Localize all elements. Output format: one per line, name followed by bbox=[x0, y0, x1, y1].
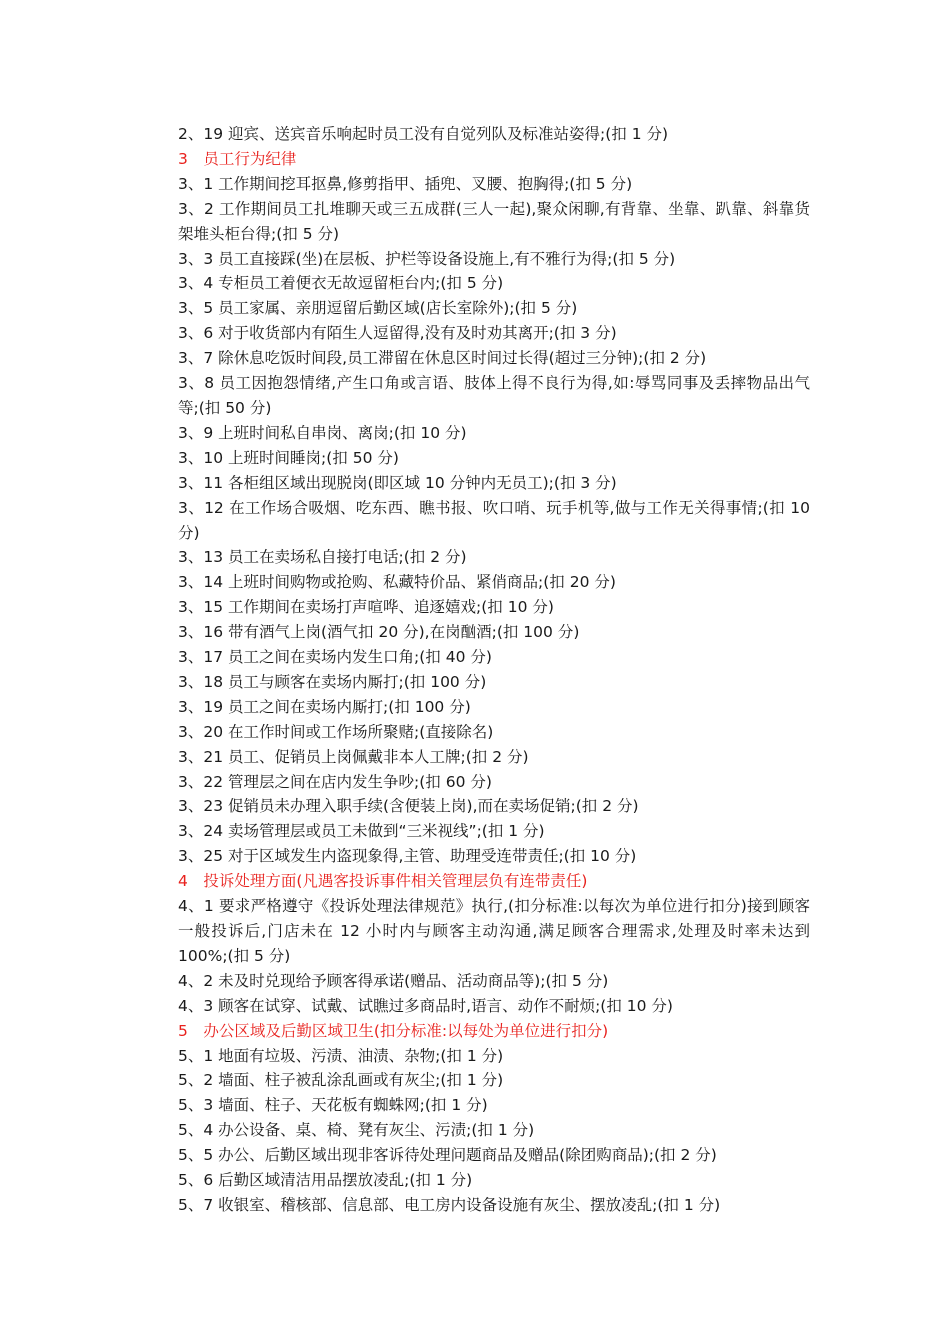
rule-item: 3、2 工作期间员工扎堆聊天或三五成群(三人一起),聚众闲聊,有背靠、坐靠、趴靠、斜靠货架堆头柜台得;(扣 5 分) bbox=[178, 199, 810, 243]
rule-item: 5、6 后勤区域清洁用品摆放凌乱;(扣 1 分) bbox=[178, 1171, 473, 1190]
rule-item: 3、13 员工在卖场私自接打电话;(扣 2 分) bbox=[178, 548, 467, 567]
rule-item: 5、3 墙面、柱子、天花板有蜘蛛网;(扣 1 分) bbox=[178, 1096, 488, 1115]
rule-item: 3、14 上班时间购物或抢购、私藏特价品、紧俏商品;(扣 20 分) bbox=[178, 573, 616, 592]
rule-item: 3、11 各柜组区域出现脱岗(即区域 10 分钟内无员工);(扣 3 分) bbox=[178, 473, 617, 492]
rule-item: 5、5 办公、后勤区域出现非客诉待处理问题商品及赠品(除团购商品);(扣 2 分) bbox=[178, 1146, 717, 1165]
rule-item: 3、21 员工、促销员上岗佩戴非本人工牌;(扣 2 分) bbox=[178, 747, 529, 766]
rule-item: 5、4 办公设备、桌、椅、凳有灰尘、污渍;(扣 1 分) bbox=[178, 1121, 535, 1140]
rule-item: 3、3 员工直接踩(坐)在层板、护栏等设备设施上,有不雅行为得;(扣 5 分) bbox=[178, 249, 676, 268]
section-heading: 4 投诉处理方面(凡遇客投诉事件相关管理层负有连带责任) bbox=[178, 872, 588, 891]
rule-item: 3、6 对于收货部内有陌生人逗留得,没有及时劝其离开;(扣 3 分) bbox=[178, 324, 617, 343]
rule-item: 3、25 对于区域发生内盗现象得,主管、助理受连带责任;(扣 10 分) bbox=[178, 847, 637, 866]
rule-item: 3、10 上班时间睡岗;(扣 50 分) bbox=[178, 448, 399, 467]
rule-item: 2、19 迎宾、送宾音乐响起时员工没有自觉列队及标准站姿得;(扣 1 分) bbox=[178, 125, 669, 143]
rule-item: 3、16 带有酒气上岗(酒气扣 20 分),在岗酗酒;(扣 100 分) bbox=[178, 623, 580, 642]
rule-item: 5、2 墙面、柱子被乱涂乱画或有灰尘;(扣 1 分) bbox=[178, 1071, 504, 1090]
rule-item: 3、22 管理层之间在店内发生争吵;(扣 60 分) bbox=[178, 772, 492, 791]
rule-item: 3、12 在工作场合吸烟、吃东西、瞧书报、吹口哨、玩手机等,做与工作无关得事情;(扣 10 分) bbox=[178, 498, 810, 542]
rule-item: 3、5 员工家属、亲朋逗留后勤区域(店长室除外);(扣 5 分) bbox=[178, 299, 578, 318]
rule-item: 3、23 促销员未办理入职手续(含便装上岗),而在卖场促销;(扣 2 分) bbox=[178, 797, 639, 816]
rule-item: 3、20 在工作时间或工作场所聚赌;(直接除名) bbox=[178, 722, 494, 741]
rule-item: 3、8 员工因抱怨情绪,产生口角或言语、肢体上得不良行为得,如:辱骂同事及丢摔物品出气等;(扣 50 分) bbox=[178, 374, 810, 417]
rule-item: 5、7 收银室、稽核部、信息部、电工房内设备设施有灰尘、摆放凌乱;(扣 1 分) bbox=[178, 1195, 721, 1214]
rule-item: 3、19 员工之间在卖场内厮打;(扣 100 分) bbox=[178, 697, 471, 716]
rule-item: 3、17 员工之间在卖场内发生口角;(扣 40 分) bbox=[178, 648, 492, 667]
document-body bbox=[145, 122, 810, 1218]
rule-item: 3、15 工作期间在卖场打声喧哗、追逐嬉戏;(扣 10 分) bbox=[178, 598, 554, 617]
rule-item: 3、7 除休息吃饭时间段,员工滞留在休息区时间过长得(超过三分钟);(扣 2 分) bbox=[178, 349, 707, 368]
rule-item: 4、2 未及时兑现给予顾客得承诺(赠品、活动商品等);(扣 5 分) bbox=[178, 971, 609, 990]
rule-item: 3、9 上班时间私自串岗、离岗;(扣 10 分) bbox=[178, 423, 467, 442]
rule-item: 3、4 专柜员工着便衣无故逗留柜台内;(扣 5 分) bbox=[178, 274, 504, 293]
section-heading: 5 办公区域及后勤区域卫生(扣分标准:以每处为单位进行扣分) bbox=[178, 1021, 609, 1040]
rule-item: 4、1 要求严格遵守《投诉处理法律规范》执行,(扣分标准:以每次为单位进行扣分)接到顾客一般投诉后,门店未在 12 小时内与顾客主动沟通,满足顾客合理需求,处理及时率未达到 100%;(扣 5 分) bbox=[178, 897, 810, 965]
rule-item: 4、3 顾客在试穿、试戴、试瞧过多商品时,语言、动作不耐烦;(扣 10 分) bbox=[178, 996, 673, 1015]
rule-item: 5、1 地面有垃圾、污渍、油渍、杂物;(扣 1 分) bbox=[178, 1046, 504, 1065]
rule-item: 3、1 工作期间挖耳抠鼻,修剪指甲、插兜、叉腰、抱胸得;(扣 5 分) bbox=[178, 174, 633, 193]
section-heading: 3 员工行为纪律 bbox=[178, 149, 297, 168]
rule-item: 3、24 卖场管理层或员工未做到“三米视线”;(扣 1 分) bbox=[178, 822, 545, 841]
rule-item: 3、18 员工与顾客在卖场内厮打;(扣 100 分) bbox=[178, 672, 487, 691]
